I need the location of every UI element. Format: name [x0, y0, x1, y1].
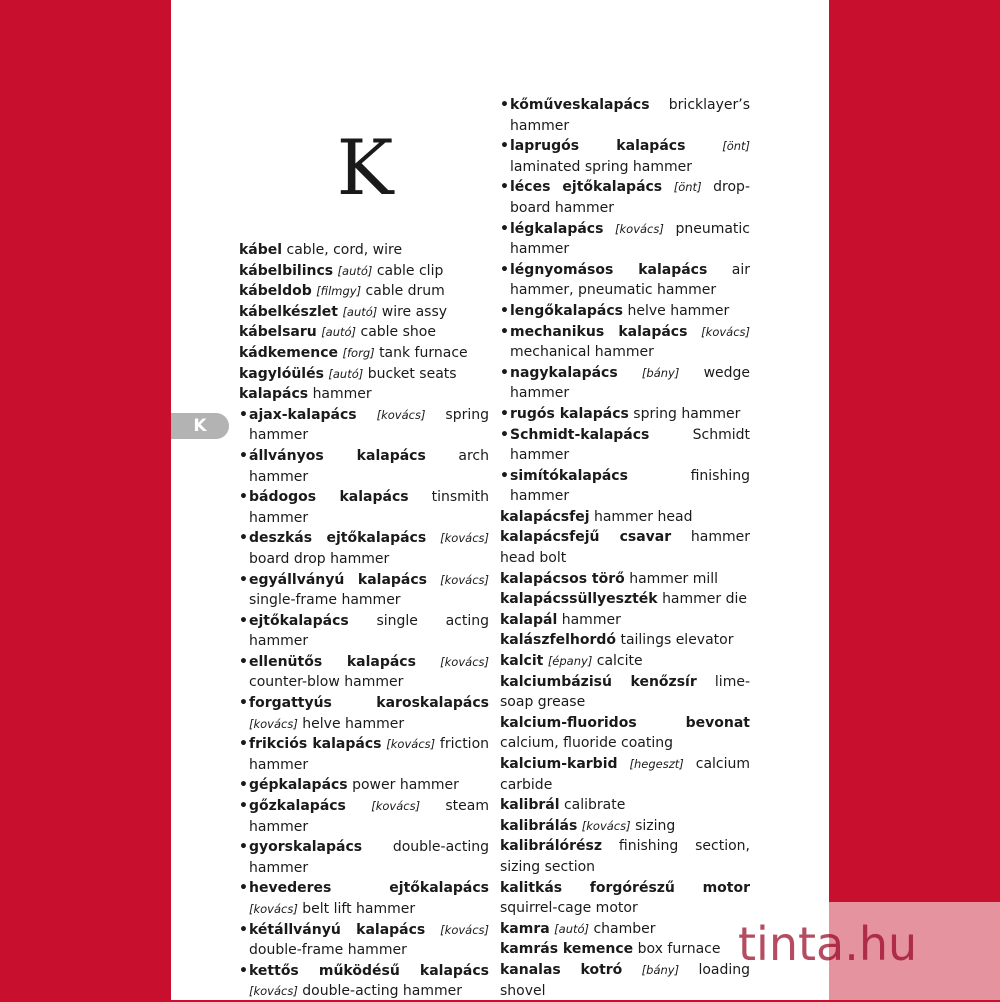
dictionary-entry [239, 343, 489, 364]
dictionary-entry [500, 816, 750, 837]
dictionary-entry [239, 302, 489, 323]
definition: hammer head [593, 508, 693, 525]
definition: calcium carbide [500, 756, 751, 793]
definition: wedge hammer [510, 364, 751, 402]
domain-tag: [kovács] [249, 984, 298, 999]
domain-tag: [filmgy] [316, 284, 362, 299]
sub-entry [500, 95, 750, 136]
headword: légkalapács [510, 220, 604, 237]
definition: calcite [596, 653, 643, 670]
domain-tag: [kovács] [440, 654, 489, 669]
headword: kalcit [500, 653, 544, 670]
definition: double-frame hammer [249, 942, 407, 959]
domain-tag: [kovács] [371, 799, 421, 814]
headword: kalapácsos törő [500, 570, 625, 587]
sub-entry [239, 528, 489, 569]
definition: cable drum [365, 283, 445, 300]
bullet-icon: • [239, 921, 248, 938]
headword: kábeldob [239, 283, 312, 300]
bullet-icon: • [239, 798, 248, 815]
domain-tag: [hegeszt] [629, 757, 684, 771]
headword: légnyomásos kalapács [510, 261, 708, 278]
bullet-icon: • [500, 426, 509, 443]
definition: pneumatic hammer [510, 220, 750, 258]
domain-tag: [kovács] [249, 902, 298, 916]
definition: tank furnace [379, 344, 468, 361]
bullet-icon: • [239, 695, 248, 712]
dictionary-entry [500, 569, 750, 590]
dictionary-entry [500, 960, 750, 1001]
headword: kagylóülés [239, 365, 324, 382]
left-column [239, 240, 489, 1002]
domain-tag: [bány] [641, 962, 680, 977]
definition: hammer die [662, 591, 747, 608]
dictionary-entry [239, 384, 489, 405]
headword: kalibrálórész [500, 838, 603, 855]
dictionary-entry [500, 878, 750, 919]
headword: kalászfelhordó [500, 632, 616, 649]
sub-entry [500, 363, 750, 404]
definition: sizing [635, 817, 676, 834]
bullet-icon: • [500, 220, 509, 237]
bullet-icon: • [239, 406, 248, 423]
headword: lengőkalapács [510, 302, 624, 319]
definition: hammer [312, 386, 372, 403]
dictionary-entry [239, 240, 489, 261]
bullet-icon: • [239, 839, 248, 856]
domain-tag: [önt] [722, 139, 751, 154]
bullet-icon: • [239, 571, 248, 588]
domain-tag: [autó] [337, 263, 373, 278]
definition: tailings elevator [620, 632, 734, 649]
headword: kalitkás forgórészű motor [500, 879, 750, 896]
dictionary-entry [500, 651, 750, 672]
domain-tag: [kovács] [440, 572, 489, 587]
bullet-icon: • [500, 97, 509, 113]
definition: cable shoe [360, 324, 436, 341]
definition: lime-soap grease [500, 673, 751, 711]
headword: kamrás kemence [500, 941, 634, 958]
definition: helve hammer [627, 302, 730, 319]
dictionary-entry [500, 939, 750, 960]
definition: spring hammer [249, 406, 490, 444]
headword: kalapál [500, 611, 558, 628]
domain-tag: [autó] [321, 325, 357, 340]
domain-tag: [autó] [342, 304, 378, 319]
domain-tag: [kovács] [440, 531, 489, 546]
bullet-icon: • [239, 777, 248, 794]
sub-entry [500, 425, 750, 466]
headword: kábelbilincs [239, 262, 334, 279]
headword: frikciós kalapács [249, 736, 382, 753]
sub-entry [239, 961, 489, 1002]
definition: cable clip [376, 262, 444, 279]
definition: helve hammer [302, 715, 405, 732]
dictionary-entry [500, 672, 750, 713]
headword: kalapácsfejű csavar [500, 529, 672, 546]
headword: gépkalapács [249, 777, 348, 794]
definition: finishing section, sizing section [500, 838, 750, 875]
sub-entry [239, 652, 489, 693]
headword: rugós kalapács [510, 405, 629, 422]
definition: tinsmith hammer [249, 489, 490, 526]
definition: steam hammer [249, 798, 489, 835]
sub-entry [239, 446, 489, 487]
bullet-icon: • [239, 880, 248, 897]
headword: simítókalapács [510, 467, 628, 484]
headword: kalapács [239, 386, 309, 403]
definition: chamber [593, 920, 656, 937]
headword: ejtőkalapács [249, 612, 349, 629]
sub-entry [500, 322, 750, 363]
bullet-icon: • [500, 261, 509, 278]
definition: squirrel-cage motor [500, 900, 638, 917]
headword: kőműveskalapács [510, 97, 650, 113]
domain-tag: [kovács] [386, 737, 436, 752]
section-letter: K [336, 123, 394, 212]
headword: kádkemence [239, 344, 339, 361]
headword: kábel [239, 242, 283, 258]
domain-tag: [épany] [547, 654, 593, 669]
sub-entry [500, 404, 750, 425]
section-tab: K [171, 413, 229, 439]
domain-tag: [autó] [554, 921, 590, 936]
headword: Schmidt-kalapács [510, 426, 650, 443]
definition: single acting hammer [249, 612, 490, 650]
definition: spring hammer [633, 405, 741, 422]
definition: board drop hammer [249, 550, 390, 567]
headword: kábelsaru [239, 324, 317, 341]
sub-entry [239, 405, 489, 446]
bullet-icon: • [239, 962, 248, 979]
headword: kettős működésű kalapács [249, 962, 489, 979]
headword: kalcium-karbid [500, 756, 618, 772]
domain-tag: [önt] [673, 180, 702, 195]
dictionary-entry [239, 261, 489, 282]
sub-entry [500, 260, 750, 301]
definition: cable, cord, wire [286, 242, 403, 258]
bullet-icon: • [500, 179, 509, 196]
domain-tag: [kovács] [615, 221, 664, 236]
headword: egyállványú kalapács [249, 571, 427, 588]
dictionary-entry [500, 713, 750, 754]
headword: laprugós kalapács [510, 138, 686, 155]
definition: power hammer [352, 777, 459, 794]
definition: calcium, fluoride coating [500, 735, 673, 752]
domain-tag: [kovács] [376, 407, 426, 422]
definition: belt lift hammer [302, 901, 416, 917]
definition: Schmidt hammer [510, 426, 750, 464]
dictionary-entry [239, 281, 489, 302]
domain-tag: [kovács] [701, 324, 751, 339]
bullet-icon: • [239, 489, 248, 506]
sub-entry [239, 693, 489, 734]
dictionary-entry [500, 527, 750, 568]
bullet-icon: • [239, 736, 248, 753]
definition: hammer head bolt [500, 529, 751, 567]
definition: box furnace [637, 941, 721, 958]
dictionary-entry [500, 589, 750, 610]
headword: kétállványú kalapács [249, 921, 426, 938]
definition: wire assy [381, 303, 448, 320]
sub-entry [239, 920, 489, 961]
domain-tag: [forg] [342, 345, 375, 360]
headword: kalcium-fluoridos bevonat [500, 714, 750, 731]
sub-entry [239, 796, 489, 837]
headword: gyorskalapács [249, 839, 363, 856]
bullet-icon: • [500, 323, 509, 340]
headword: nagykalapács [510, 364, 618, 381]
sub-entry [239, 487, 489, 528]
definition: single-frame hammer [249, 592, 401, 609]
definition: double-acting hammer [249, 839, 489, 876]
headword: ellenütős kalapács [249, 653, 416, 670]
sub-entry [239, 734, 489, 775]
bullet-icon: • [500, 138, 509, 155]
dictionary-entry [500, 507, 750, 528]
dictionary-entry [500, 795, 750, 816]
bullet-icon: • [500, 405, 509, 422]
headword: kalibrál [500, 797, 560, 814]
definition: hammer [561, 611, 621, 628]
dictionary-entry [239, 364, 489, 385]
sub-entry [239, 878, 489, 919]
bullet-icon: • [500, 467, 509, 484]
bullet-icon: • [239, 530, 248, 547]
headword: forgattyús karoskalapács [249, 695, 489, 712]
sub-entry [500, 466, 750, 507]
domain-tag: [kovács] [249, 716, 298, 731]
sub-entry [500, 301, 750, 322]
dictionary-entry [500, 610, 750, 631]
dictionary-entry [500, 630, 750, 651]
headword: mechanikus kalapács [510, 323, 688, 340]
definition: arch hammer [249, 447, 490, 485]
domain-tag: [autó] [328, 366, 364, 381]
headword: kamra [500, 920, 550, 937]
sub-entry [500, 219, 750, 260]
headword: bádogos kalapács [249, 489, 409, 506]
bullet-icon: • [500, 364, 509, 381]
definition: bricklayer’s hammer [510, 97, 750, 134]
headword: kanalas kotró [500, 961, 623, 978]
headword: deszkás ejtőkalapács [249, 530, 427, 547]
headword: ajax-kalapács [249, 406, 357, 423]
headword: állványos kalapács [249, 447, 426, 464]
domain-tag: [kovács] [440, 922, 490, 937]
sub-entry [500, 136, 750, 177]
sub-entry [239, 775, 489, 796]
bullet-icon: • [239, 447, 248, 464]
definition: mechanical hammer [510, 344, 654, 361]
definition: loading shovel [500, 961, 751, 999]
definition: laminated spring hammer [510, 158, 693, 175]
headword: kábelkészlet [239, 303, 338, 320]
dictionary-entry [239, 322, 489, 343]
dictionary-entry [500, 919, 750, 940]
definition: bucket seats [367, 365, 457, 382]
dictionary-entry [500, 754, 750, 795]
definition: counter-blow hammer [249, 674, 404, 691]
definition: friction hammer [249, 736, 490, 773]
definition: drop-board hammer [510, 179, 750, 216]
definition: double-acting hammer [302, 983, 463, 1000]
sub-entry [500, 177, 750, 218]
domain-tag: [bány] [641, 365, 680, 380]
headword: kalibrálás [500, 817, 578, 834]
domain-tag: [kovács] [581, 818, 631, 833]
sub-entry [239, 570, 489, 611]
headword: léces ejtőkalapács [510, 179, 663, 196]
headword: kalapácssüllyeszték [500, 591, 658, 608]
bullet-icon: • [239, 612, 248, 629]
bullet-icon: • [500, 302, 509, 319]
definition: finishing hammer [510, 467, 750, 505]
headword: gőzkalapács [249, 798, 346, 815]
watermark-text: tinta.hu [738, 917, 918, 971]
headword: kalciumbázisú kenőzsír [500, 673, 697, 690]
right-column [500, 95, 750, 1001]
headword: hevederes ejtőkalapács [249, 880, 489, 897]
sub-entry [239, 837, 489, 878]
dictionary-entry [500, 836, 750, 877]
definition: air hammer, pneumatic hammer [510, 261, 751, 299]
definition: calibrate [563, 797, 626, 814]
definition: hammer mill [629, 570, 719, 587]
headword: kalapácsfej [500, 508, 590, 525]
bullet-icon: • [239, 653, 248, 670]
sub-entry [239, 611, 489, 652]
